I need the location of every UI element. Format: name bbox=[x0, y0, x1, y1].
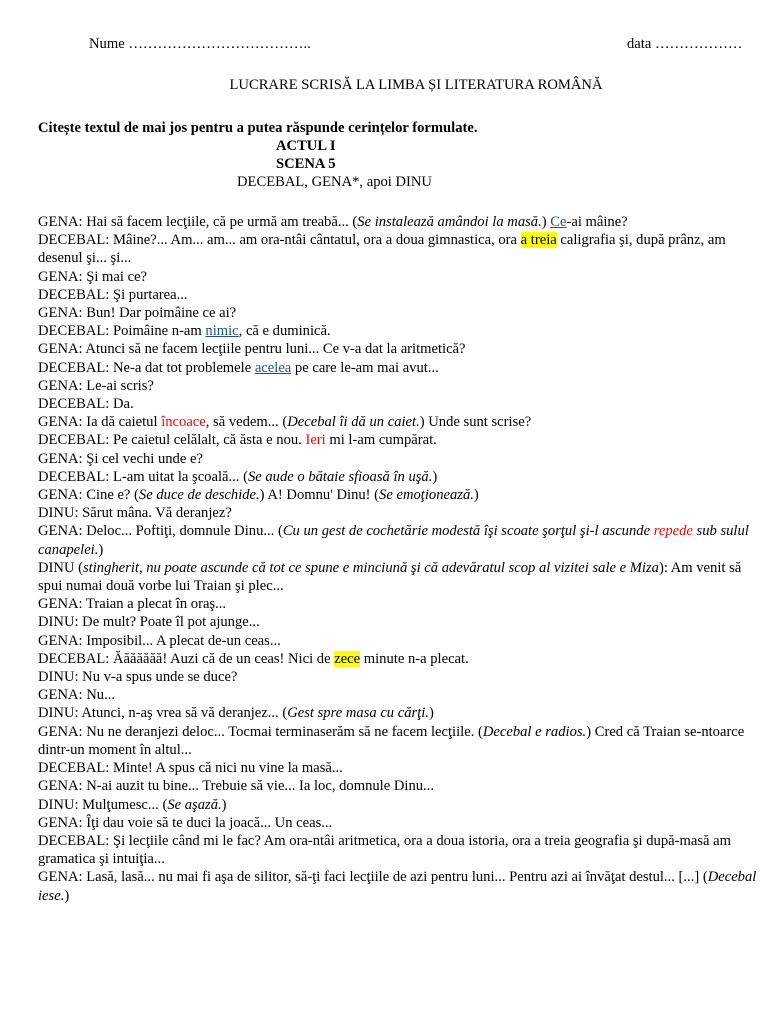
dialogue-segment: ) Unde sunt scrise? bbox=[419, 414, 532, 431]
document-title: LUCRARE SCRISĂ LA LIMBA ȘI LITERATURA ROMÂNĂ bbox=[229, 77, 603, 93]
dialogue-segment: DINU ( bbox=[38, 559, 83, 576]
dialogue-segment: sub sulul canapelei. bbox=[38, 523, 749, 558]
dialogue-line bbox=[38, 450, 760, 468]
dialogue-segment: ) bbox=[64, 887, 70, 904]
dialogue-segment: , să vedem... ( bbox=[205, 414, 288, 431]
dialogue-segment: GENA: Cine e? ( bbox=[38, 487, 139, 504]
dialogue-segment: ) A! Domnu' Dinu! ( bbox=[259, 487, 380, 504]
dialogue-segment: încoace bbox=[161, 414, 206, 431]
dialogue-segment: mi l-am cumpărat. bbox=[325, 432, 437, 449]
dialogue-line bbox=[38, 395, 760, 413]
dialogue-segment: zece bbox=[334, 650, 361, 667]
dialogue-line bbox=[38, 522, 760, 558]
dialogue-segment: acelea bbox=[254, 359, 292, 376]
dialogue-segment: GENA: Nu... bbox=[38, 687, 116, 704]
dialogue-segment: Ieri bbox=[305, 432, 326, 449]
dialogue-line bbox=[38, 832, 760, 868]
dialogue-segment: DECEBAL: Mâine?... Am... am... am ora-ntâi cântatul, ora a doua gimnastica, ora bbox=[38, 232, 521, 249]
dialogue-line bbox=[38, 486, 760, 504]
dialogue-line bbox=[38, 723, 760, 759]
dialogue-segment: Se emoţionează. bbox=[379, 487, 474, 504]
dialogue-segment: DINU: Sărut mâna. Vă deranjez? bbox=[38, 505, 232, 522]
characters-line: DECEBAL, GENA*, apoi DINU bbox=[237, 174, 432, 190]
dialogue-segment: GENA: Atunci să ne facem lecţiile pentru luni... Ce v-a dat la aritmetică? bbox=[38, 341, 466, 358]
dialogue-segment: Cu un gest de cochetărie modestă îşi scoate şorţul şi-l ascunde bbox=[282, 523, 654, 540]
dialogue-segment: minute n-a plecat. bbox=[360, 650, 469, 667]
dialogue-segment: DINU: De mult? Poate îl pot ajunge... bbox=[38, 614, 260, 631]
dialogue-segment: ) bbox=[473, 487, 479, 504]
dialogue-segment: DINU: Nu v-a spus unde se duce? bbox=[38, 669, 238, 686]
dialogue-segment: DECEBAL: Ne-a dat tot problemele bbox=[38, 359, 255, 376]
dialogue-segment: GENA: Imposibil... A plecat de-un ceas... bbox=[38, 632, 281, 649]
dialogue-segment: repede bbox=[653, 523, 693, 540]
dialogue-segment: Se aude o bătaie sfioasă în uşă. bbox=[247, 468, 433, 485]
dialogue-segment: DECEBAL: Da. bbox=[38, 396, 134, 413]
dialogue-segment: GENA: Bun! Dar poimâine ce ai? bbox=[38, 305, 237, 322]
dialogue-line bbox=[38, 213, 760, 231]
dialogue-segment: DECEBAL: L-am uitat la şcoală... ( bbox=[38, 468, 248, 485]
dialogue-segment: ) bbox=[541, 214, 551, 230]
dialogue-segment: caligrafia şi, după prânz, am desenul şi... şi... bbox=[38, 232, 726, 267]
name-field-label: Nume ……………………………….. bbox=[89, 36, 311, 52]
dialogue-segment: DINU: Mulţumesc... ( bbox=[38, 796, 168, 813]
dialogue-segment: -ai mâine? bbox=[566, 214, 628, 230]
dialogue-line bbox=[38, 704, 760, 722]
dialogue-segment: DECEBAL: Şi lecţiile când mi le fac? Am ora-ntâi aritmetica, ora a doua istoria, ora a treia geografia şi după-masă am gramatica şi intuiţia... bbox=[38, 832, 731, 868]
dialogue-segment: GENA: Le-ai scris? bbox=[38, 377, 154, 394]
dialogue-segment: Se instalează amândoi la masă. bbox=[357, 214, 542, 230]
instruction-text: Citește textul de mai jos pentru a putea răspunde cerințelor formulate. bbox=[38, 120, 478, 136]
dialogue-segment: stingherit, nu poate ascunde că tot ce spune e minciună şi că adevăratul scop al vizitei sale e Miza bbox=[83, 559, 659, 576]
dialogue-line bbox=[38, 413, 760, 431]
dialogue-segment: nimic bbox=[205, 323, 239, 340]
dialogue-line bbox=[38, 868, 760, 904]
dialogue-segment: DINU: Atunci, n-aş vrea să vă deranjez... ( bbox=[38, 705, 288, 722]
dialogue-segment: ) bbox=[98, 541, 104, 558]
dialogue-segment: DECEBAL: Pe caietul celălalt, că ăsta e nou. bbox=[38, 432, 306, 449]
date-field-label: data ……………… bbox=[627, 36, 743, 52]
dialogue-line bbox=[38, 377, 760, 395]
dialogue-line bbox=[38, 650, 760, 668]
dialogue-line bbox=[38, 559, 760, 595]
dialogue-segment: a treia bbox=[520, 232, 557, 249]
dialogue-line bbox=[38, 304, 760, 322]
dialogue-segment: GENA: Nu ne deranjezi deloc... Tocmai terminaserăm să ne facem lecţiile. ( bbox=[38, 723, 483, 740]
dialogue-segment: pe care le-am mai avut... bbox=[291, 359, 439, 376]
dialogue-line bbox=[38, 632, 760, 650]
dialogue-segment: , că e duminică. bbox=[238, 323, 331, 340]
dialogue-segment: GENA: Hai să facem lecţiile, că pe urmă am treabă... ( bbox=[38, 214, 358, 230]
dialogue-segment: DECEBAL: Minte! A spus că nici nu vine la masă... bbox=[38, 760, 343, 777]
dialogue-line bbox=[38, 759, 760, 777]
dialogue-segment: GENA: N-ai auzit tu bine... Trebuie să vie... Ia loc, domnule Dinu... bbox=[38, 778, 434, 795]
dialogue-segment: ) bbox=[432, 468, 438, 485]
dialogue-segment: GENA: Lasă, lasă... nu mai fi aşa de silitor, să-ţi faci lecţiile de azi pentru luni... Pentru azi ai învăţat destul... [...] ( bbox=[38, 869, 708, 886]
dialogue-line bbox=[38, 686, 760, 704]
dialogue-line bbox=[38, 668, 760, 686]
dialogue-line bbox=[38, 322, 760, 340]
dialogue-line bbox=[38, 613, 760, 631]
dialogue-segment: Decebal îi dă un caiet. bbox=[287, 414, 420, 431]
dialogue-segment: ) Cred că Traian se-ntoarce dintr-un moment în altul... bbox=[38, 723, 745, 758]
dialogue-line bbox=[38, 340, 760, 358]
dialogue-line bbox=[38, 431, 760, 449]
dialogue-text bbox=[38, 213, 760, 905]
dialogue-segment: GENA: Îţi dau voie să te duci la joacă... Un ceas... bbox=[38, 814, 333, 831]
dialogue-segment: GENA: Şi mai ce? bbox=[38, 268, 148, 285]
dialogue-segment: ) bbox=[428, 705, 434, 722]
dialogue-segment: Se aşază. bbox=[167, 796, 222, 813]
dialogue-segment: ): Am venit să spui numai două vorbe lui Traian şi plec... bbox=[38, 559, 742, 595]
dialogue-segment: DECEBAL: Ăăăăăăă! Auzi că de un ceas! Nici de bbox=[38, 650, 335, 667]
dialogue-segment: Decebal iese. bbox=[38, 869, 757, 904]
dialogue-segment: GENA: Traian a plecat în oraş... bbox=[38, 596, 227, 613]
dialogue-line bbox=[38, 268, 760, 286]
dialogue-segment: Se duce de deschide. bbox=[138, 487, 260, 504]
dialogue-line bbox=[38, 286, 760, 304]
dialogue-line bbox=[38, 814, 760, 832]
dialogue-line bbox=[38, 796, 760, 814]
dialogue-segment: Ce bbox=[550, 214, 567, 230]
dialogue-line bbox=[38, 595, 760, 613]
dialogue-segment: Decebal e radios. bbox=[482, 723, 587, 740]
dialogue-line bbox=[38, 777, 760, 795]
dialogue-line bbox=[38, 359, 760, 377]
dialogue-segment: DECEBAL: Poimâine n-am bbox=[38, 323, 206, 340]
act-heading: ACTUL I bbox=[276, 138, 336, 154]
dialogue-line bbox=[38, 504, 760, 522]
dialogue-segment: GENA: Şi cel vechi unde e? bbox=[38, 450, 203, 467]
dialogue-segment: ) bbox=[221, 796, 227, 813]
dialogue-segment: GENA: Ia dă caietul bbox=[38, 414, 162, 431]
dialogue-segment: GENA: Deloc... Poftiţi, domnule Dinu... ( bbox=[38, 523, 283, 540]
dialogue-line bbox=[38, 468, 760, 486]
dialogue-line bbox=[38, 231, 760, 267]
dialogue-segment: DECEBAL: Şi purtarea... bbox=[38, 286, 188, 303]
scene-heading: SCENA 5 bbox=[276, 156, 336, 172]
dialogue-segment: Gest spre masa cu cărţi. bbox=[287, 705, 429, 722]
